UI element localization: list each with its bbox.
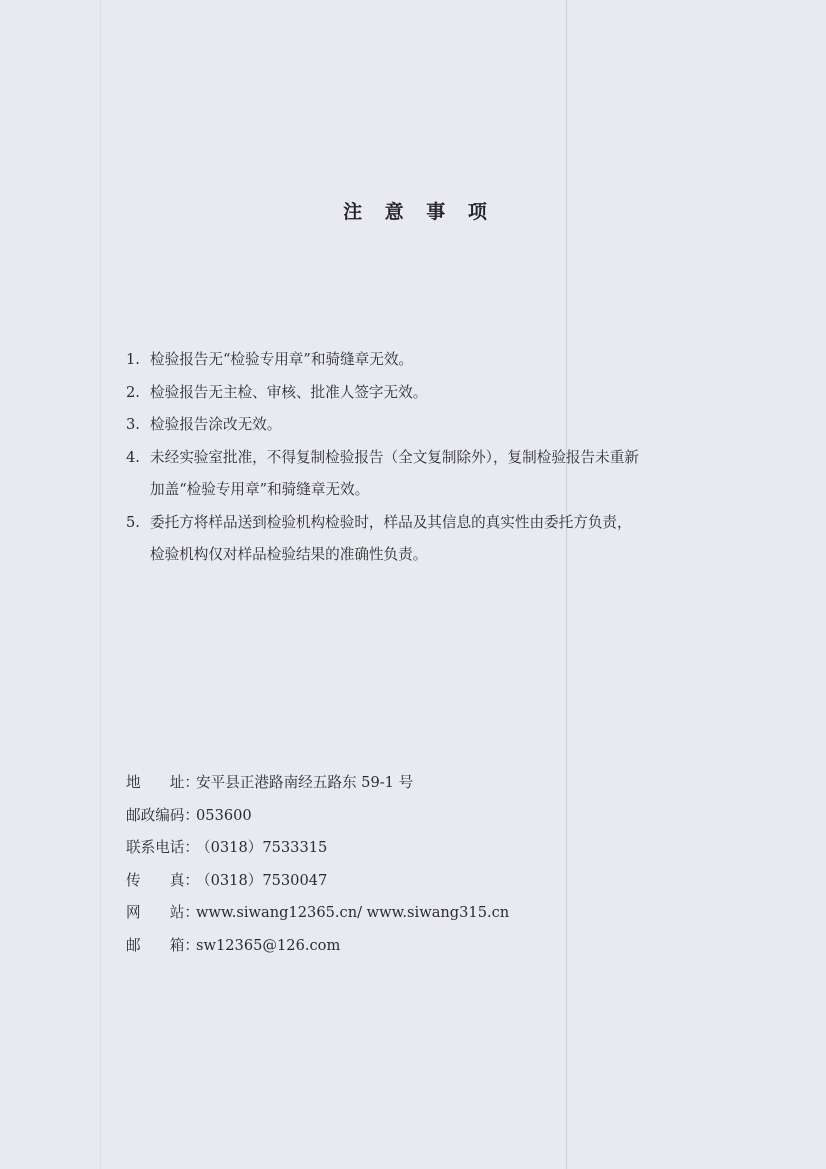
item-text: 检验报告无“检验专用章”和骑缝章无效。 [150, 351, 414, 368]
email-label: 邮 箱： [126, 936, 199, 954]
page-title: 注 意 事 项 [343, 201, 495, 223]
fold-line [566, 0, 567, 1169]
fax-value: （0318）7530047 [196, 871, 328, 889]
list-item [126, 409, 726, 442]
item-number: 1. [126, 351, 140, 368]
website-label: 网 站： [126, 904, 199, 921]
phone-row [126, 832, 646, 865]
postcode-value: 053600 [196, 806, 252, 824]
contact-info [126, 767, 646, 962]
item-text: 未经实验室批准，不得复制检验报告（全文复制除外），复制检验报告未重新 [150, 448, 639, 466]
address-label: 地 址： [126, 774, 199, 791]
item-text: 检验报告涂改无效。 [150, 416, 282, 433]
item-number: 4. [126, 448, 140, 466]
email-row [126, 930, 646, 963]
page-edge-line [100, 0, 101, 1169]
website-row [126, 897, 646, 930]
list-item [126, 442, 726, 507]
list-item [126, 507, 726, 572]
list-item [126, 344, 726, 377]
email-value: sw12365@126.com [196, 936, 341, 954]
item-text-continued: 加盖“检验专用章”和骑缝章无效。 [150, 481, 370, 498]
phone-value: （0318）7533315 [196, 839, 328, 856]
phone-label: 联系电话： [126, 839, 199, 856]
item-text-continued: 检验机构仅对样品检验结果的准确性负责。 [150, 546, 428, 563]
website-value: www.siwang12365.cn/ www.siwang315.cn [196, 904, 510, 921]
item-number: 3. [126, 416, 140, 433]
fax-label: 传 真： [126, 871, 199, 889]
postcode-row [126, 800, 646, 833]
item-text: 委托方将样品送到检验机构检验时，样品及其信息的真实性由委托方负责， [150, 513, 632, 531]
item-number: 2. [126, 383, 140, 401]
address-value: 安平县正港路南经五路东 59-1 号 [196, 774, 414, 791]
notes-list [126, 344, 726, 572]
fax-row [126, 865, 646, 898]
item-text: 检验报告无主检、审核、批准人签字无效。 [150, 383, 428, 401]
list-item [126, 377, 726, 410]
item-number: 5. [126, 513, 140, 531]
address-row [126, 767, 646, 800]
postcode-label: 邮政编码： [126, 806, 199, 824]
